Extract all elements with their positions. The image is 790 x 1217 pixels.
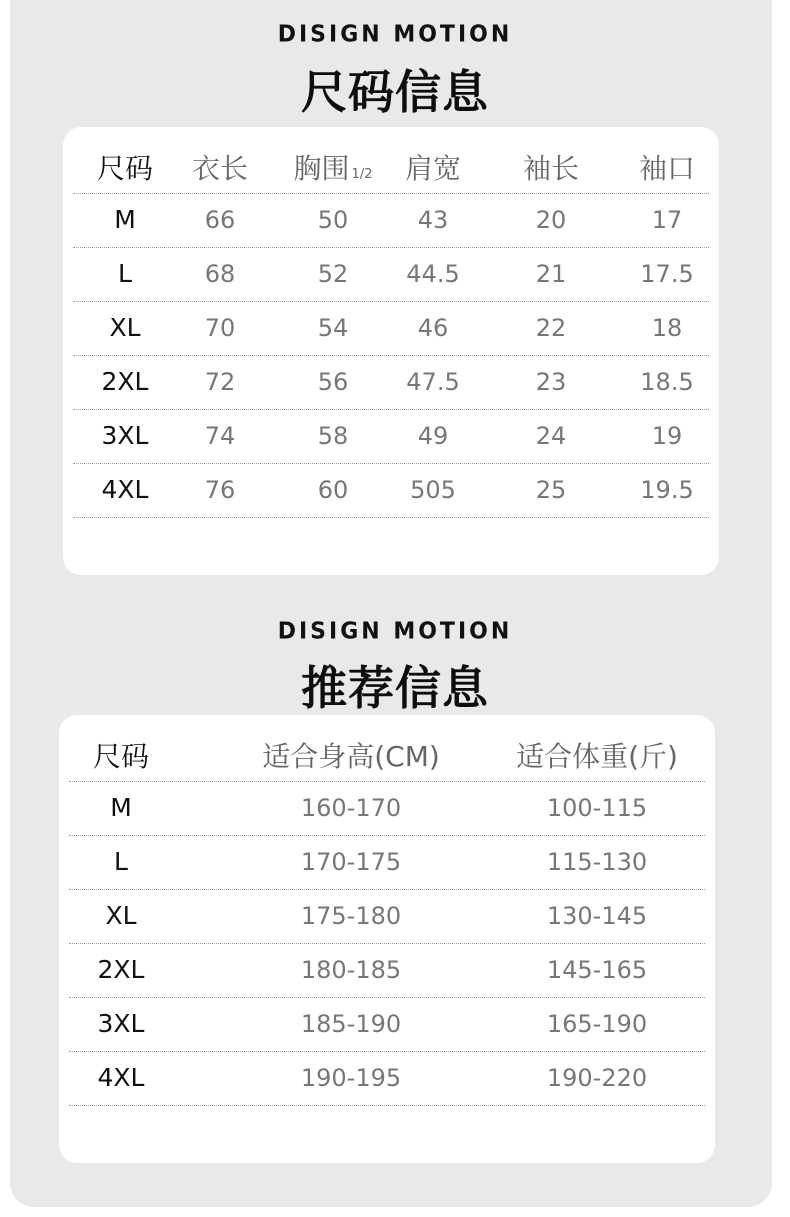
table-cell: 17 [651, 206, 683, 234]
brand-text: DISIGN MOTION [277, 21, 513, 48]
table-cell: 25 [535, 476, 567, 504]
table-cell: 50 [317, 206, 349, 234]
size-label: 4XL [101, 475, 149, 504]
table-row [73, 409, 709, 464]
table-cell: 47.5 [406, 368, 460, 396]
size-label: M [114, 205, 136, 234]
table-cell: 74 [204, 422, 236, 450]
brand-text: DISIGN MOTION [277, 618, 513, 645]
size-label: L [118, 259, 132, 288]
column-header-label: 衣长 [191, 152, 248, 185]
table-header-row [69, 733, 705, 782]
size-label: 4XL [97, 1063, 145, 1092]
table-row [73, 463, 709, 518]
chest-half-suffix: 1/2 [351, 167, 373, 182]
column-header [383, 145, 483, 193]
table-row [73, 355, 709, 410]
table-cell: 68 [204, 260, 236, 288]
table-cell: 52 [317, 260, 349, 288]
table-cell: 160-170 [300, 794, 402, 822]
recommend-table [59, 715, 715, 1163]
table-cell: 70 [204, 314, 236, 342]
table-cell: 46 [417, 314, 449, 342]
table-cell: 66 [204, 206, 236, 234]
table-row [69, 889, 705, 944]
table-row [69, 1051, 705, 1106]
table-cell: 21 [535, 260, 567, 288]
size-label: M [110, 793, 132, 822]
column-header [180, 145, 260, 193]
table-row [69, 943, 705, 998]
table-cell: 115-130 [546, 848, 648, 876]
table-cell: 19.5 [640, 476, 694, 504]
table-cell: 170-175 [300, 848, 402, 876]
table-row [69, 997, 705, 1052]
table-cell: 49 [417, 422, 449, 450]
table-cell: 130-145 [546, 902, 648, 930]
table-row [69, 835, 705, 890]
column-header-label: 袖口 [638, 152, 695, 185]
table-cell: 18 [651, 314, 683, 342]
table-row [73, 247, 709, 302]
size-label: L [114, 847, 128, 876]
table-row [73, 193, 709, 248]
table-cell: 54 [317, 314, 349, 342]
column-header-label: 胸围 [293, 152, 350, 185]
table-cell: 58 [317, 422, 349, 450]
table-cell: 44.5 [406, 260, 460, 288]
table-cell: 56 [317, 368, 349, 396]
column-header-label: 肩宽 [404, 152, 461, 185]
column-header-label: 适合体重(斤) [516, 740, 678, 773]
column-header [506, 145, 596, 193]
table-cell: 72 [204, 368, 236, 396]
size-label: XL [105, 901, 137, 930]
column-header [622, 145, 712, 193]
table-cell: 185-190 [300, 1010, 402, 1038]
column-header-label: 适合身高(CM) [262, 740, 440, 773]
size-label: XL [109, 313, 141, 342]
size-label: 2XL [101, 367, 149, 396]
table-cell: 43 [417, 206, 449, 234]
table-cell: 190-220 [546, 1064, 648, 1092]
column-header-label: 尺码 [92, 740, 149, 773]
size-label: 3XL [97, 1009, 145, 1038]
table-cell: 22 [535, 314, 567, 342]
table-cell: 145-165 [546, 956, 648, 984]
column-header-label: 袖长 [522, 152, 579, 185]
table-cell: 175-180 [300, 902, 402, 930]
table-cell: 17.5 [640, 260, 694, 288]
column-header [85, 145, 165, 193]
size-label: 2XL [97, 955, 145, 984]
table-row [69, 781, 705, 836]
column-header-label: 尺码 [96, 152, 153, 185]
table-cell: 505 [410, 476, 456, 504]
column-header [231, 733, 471, 781]
size-label: 3XL [101, 421, 149, 450]
column-header [81, 733, 161, 781]
size-info-title: 尺码信息 [301, 65, 489, 119]
table-cell: 180-185 [300, 956, 402, 984]
table-cell: 76 [204, 476, 236, 504]
table-cell: 20 [535, 206, 567, 234]
column-header [487, 733, 707, 781]
table-cell: 23 [535, 368, 567, 396]
recommend-info-title: 推荐信息 [301, 661, 489, 715]
table-cell: 60 [317, 476, 349, 504]
table-cell: 165-190 [546, 1010, 648, 1038]
table-cell: 19 [651, 422, 683, 450]
table-cell: 190-195 [300, 1064, 402, 1092]
table-cell: 100-115 [546, 794, 648, 822]
table-cell: 24 [535, 422, 567, 450]
table-header-row [73, 145, 709, 194]
table-cell: 18.5 [640, 368, 694, 396]
size-table [63, 127, 719, 575]
table-row [73, 301, 709, 356]
column-header [273, 145, 393, 199]
